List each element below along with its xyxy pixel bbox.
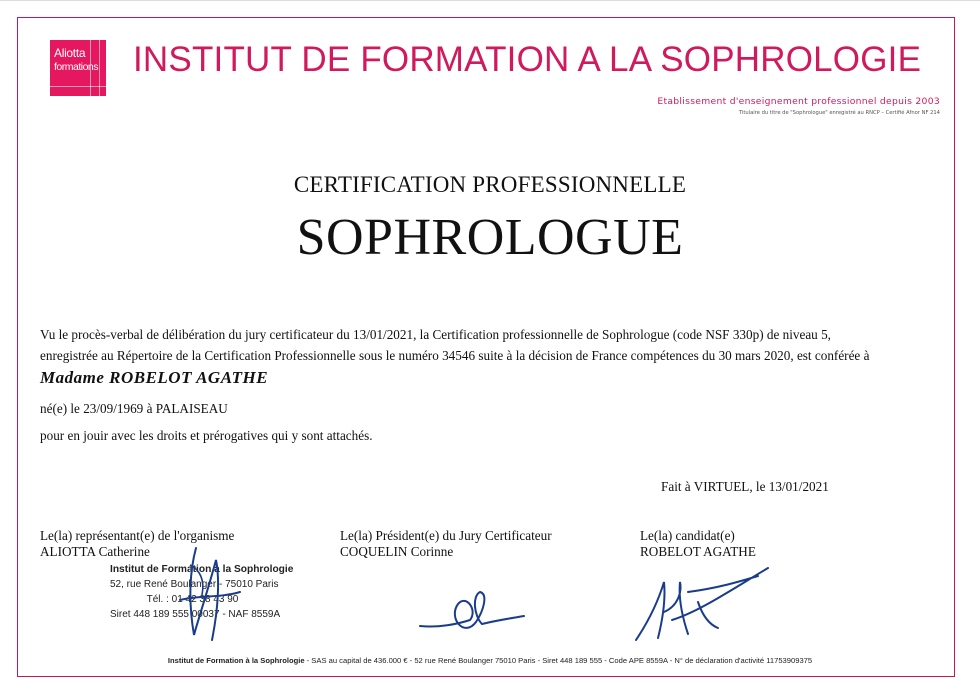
deliberation-paragraph xyxy=(40,324,940,366)
aliotta-logo xyxy=(50,40,106,96)
jury-president-name: COQUELIN Corinne xyxy=(340,544,454,559)
org-representative-role: Le(la) représentant(e) de l'organisme xyxy=(40,528,235,543)
logo-text-2: formations xyxy=(54,61,99,73)
signature-candidate-icon xyxy=(628,562,778,647)
institute-fine-print: Titulaire du titre de "Sophrologue" enregistré au RNCP – Certifié Afnor NF 214 xyxy=(738,110,940,116)
institute-title: INSTITUT DE FORMATION A LA SOPHROLOGIE xyxy=(133,40,922,79)
org-representative-name: ALIOTTA Catherine xyxy=(40,544,150,559)
stamp-ids: Siret 448 189 555 00037 - NAF 8559A xyxy=(110,609,281,620)
top-divider xyxy=(0,0,980,1)
paragraph-line-2: enregistrée au Répertoire de la Certification Professionnelle sous le numéro 34546 suite à la décision de France compétences du 30 mars 2020, est conférée à xyxy=(40,348,870,363)
certificate-heading: CERTIFICATION PROFESSIONNELLE xyxy=(293,172,687,197)
certificate-title: SOPHROLOGUE xyxy=(296,209,684,266)
birth-info: né(e) le 23/09/1969 à PALAISEAU xyxy=(40,401,228,416)
institute-tagline: Etablissement d'enseignement professionnel depuis 2003 xyxy=(657,96,940,107)
candidate-role: Le(la) candidat(e) xyxy=(640,528,735,543)
stamp-address: 52, rue René Boulanger - 75010 Paris xyxy=(110,579,279,590)
paragraph-line-1: Vu le procès-verbal de délibération du jury certificateur du 13/01/2021, la Certification professionnelle de Sophrologue (code NSF 330p) de niveau 5, xyxy=(40,327,831,342)
signature-org-icon xyxy=(160,540,260,650)
rights-statement: pour en jouir avec les droits et prérogatives qui y sont attachés. xyxy=(40,428,373,443)
candidate-name: ROBELOT AGATHE xyxy=(640,544,756,559)
logo-line xyxy=(50,86,106,87)
footer-details: - SAS au capital de 436.000 € - 52 rue René Boulanger 75010 Paris - Siret 448 189 555 - Code APE 8559A - N° de déclaration d'activité 11753909375 xyxy=(304,656,813,665)
logo-line xyxy=(99,40,100,96)
recipient-name: Madame ROBELOT AGATHE xyxy=(40,368,269,387)
logo-text-1: Aliotta xyxy=(54,46,86,60)
footer-company: Institut de Formation à la Sophrologie xyxy=(167,656,305,665)
signature-jury-icon xyxy=(418,580,528,650)
stamp-name: Institut de Formation à la Sophrologie xyxy=(110,564,294,575)
stamp-phone: Tél. : 01 42 38 43 90 xyxy=(146,594,239,605)
place-date: Fait à VIRTUEL, le 13/01/2021 xyxy=(661,479,829,494)
legal-footer xyxy=(0,656,980,665)
jury-president-role: Le(la) Président(e) du Jury Certificateur xyxy=(340,528,552,543)
